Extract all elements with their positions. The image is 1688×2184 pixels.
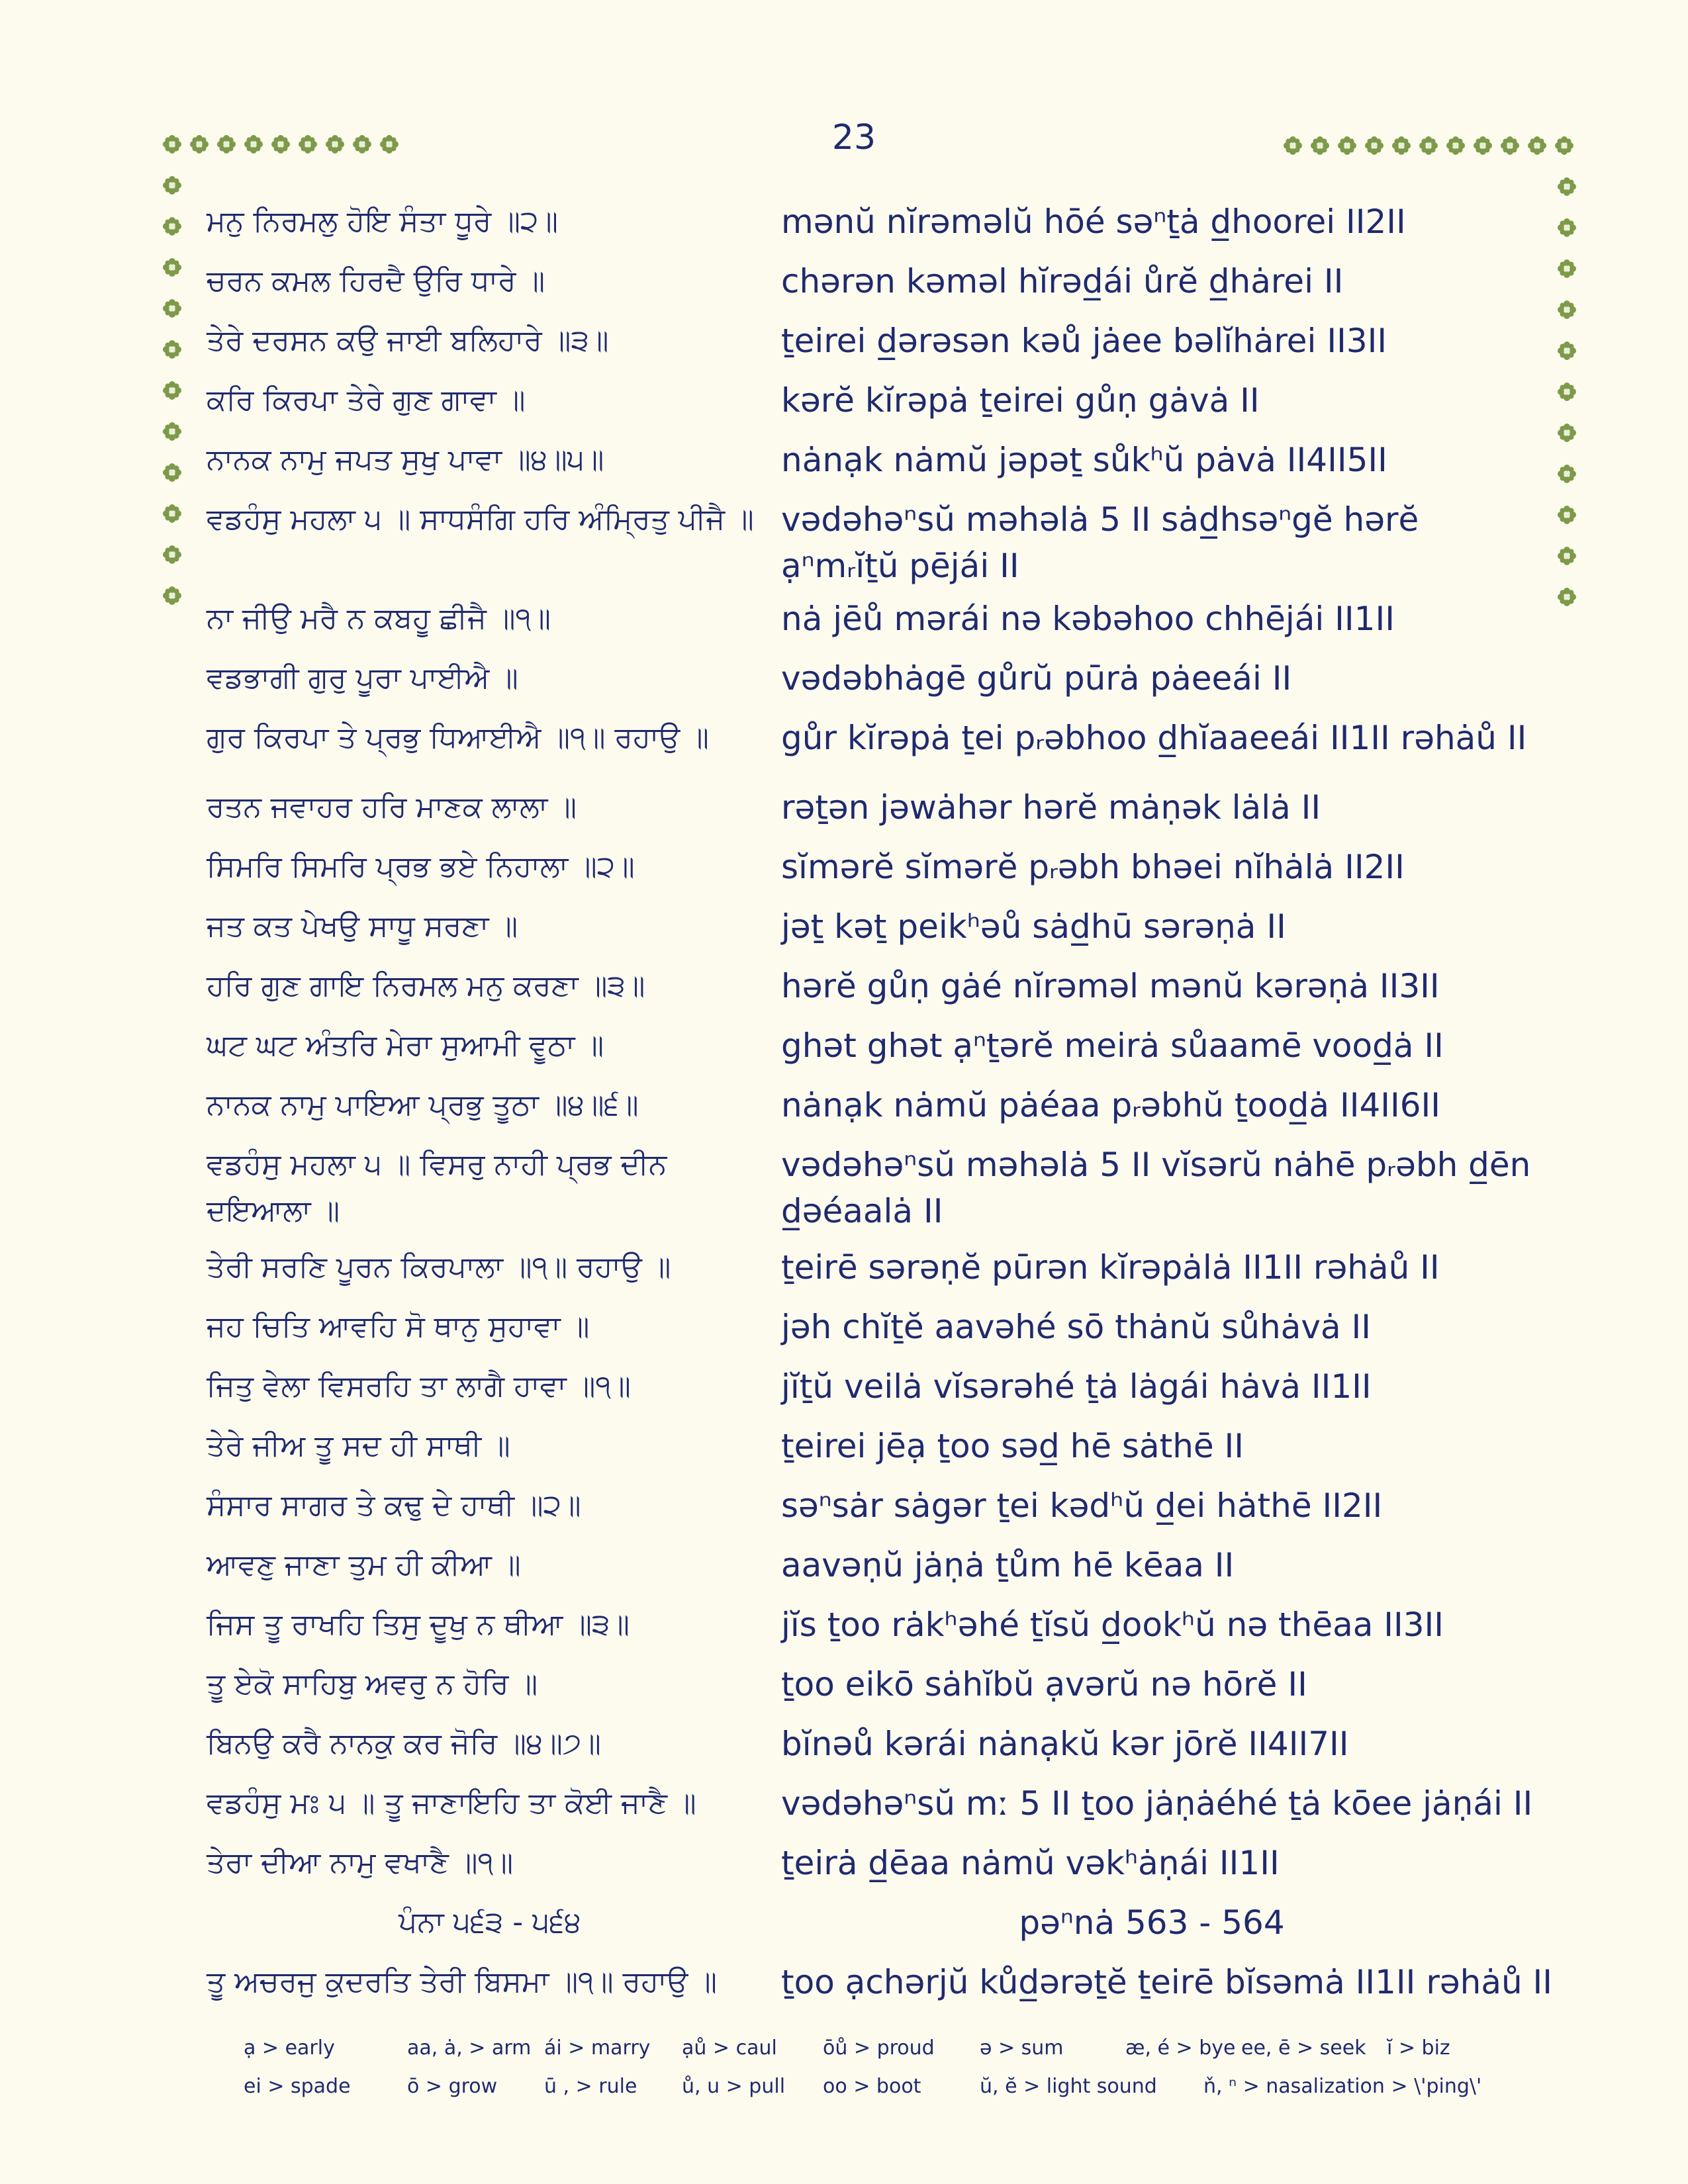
transliteration-text: jəṯ kəṯ peikʰəů sȧd̲hū sərəṇȧ II [781,907,1286,946]
gurmukhi-text: ਤੇਰੀ ਸਰਣਿ ਪੂਰਨ ਕਿਰਪਾਲਾ ॥੧॥ ਰਹਾਉ ॥ [207,1250,671,1284]
flower-ornament-icon [1557,300,1577,320]
flower-ornament-icon [325,134,345,154]
gurmukhi-text: ਵਡਹੰਸੁ ਮਃ ੫ ॥ ਤੂ ਜਾਣਾਇਹਿ ਤਾ ਕੋਈ ਜਾਣੈ ॥ [207,1786,696,1820]
legend-item: æ, é > bye [1125,2036,1236,2060]
gurmukhi-text: ਮਨੁ ਨਿਰਮਲੁ ਹੋਇ ਸੰਤਾ ਧੂਰੇ ॥੨॥ [207,205,559,238]
transliteration-text: nȧnạk nȧmŭ jəpəṯ sůkʰŭ pȧvȧ II4II5II [781,441,1387,479]
gurmukhi-text: ਜਹ ਚਿਤਿ ਆਵਹਿ ਸੋ ਥਾਨੁ ਸੁਹਾਵਾ ॥ [207,1310,590,1343]
flower-ornament-icon [1557,464,1577,484]
flower-ornament-icon [162,422,182,441]
legend-item: ŭ, ĕ > light sound [980,2075,1157,2098]
flower-ornament-icon [1419,136,1438,156]
gurmukhi-text: ਬਿਨਉ ਕਰੈ ਨਾਨਕੁ ਕਰ ਜੋਰਿ ॥੪॥੭॥ [207,1727,601,1760]
flower-ornament-icon [1554,136,1574,156]
legend-item: ə > sum [980,2036,1064,2060]
transliteration-text: ṯeirei jēạ ṯoo səd̲ hē sȧthē II [781,1427,1244,1465]
transliteration-text: aavəṇŭ jȧṇȧ ṯům hē kēaa II [781,1546,1235,1584]
gurmukhi-text: ਜਤ ਕਤ ਪੇਖਉ ਸਾਧੂ ਸਰਣਾ ॥ [207,909,518,943]
flower-ornament-icon [162,340,182,359]
flower-ornament-icon [1557,546,1577,566]
transliteration-text: nȧnạk nȧmŭ pȧéaa pᵣəbhŭ ṯood̲ȧ II4II6II [781,1086,1441,1124]
flower-ornament-icon [162,463,182,482]
flower-ornament-icon [379,134,399,154]
legend-item: ů, u > pull [682,2075,786,2098]
flower-ornament-icon [162,545,182,565]
gurmukhi-text: ਆਵਣੁ ਜਾਣਾ ਤੁਮ ਹੀ ਕੀਆ ॥ [207,1548,521,1582]
flower-ornament-icon [1337,136,1357,156]
transliteration-text: vədəhəⁿsŭ məhəlȧ 5 II vĭsərŭ nȧhē pᵣəbh d̲ēn d̲əéaalȧ II [781,1146,1531,1230]
transliteration-text: ṯoo eikō sȧhĭbŭ ạvərŭ nə hōrĕ II [781,1665,1307,1704]
flower-ornament-icon [1310,136,1330,156]
flower-ornament-icon [298,134,318,154]
gurmukhi-text: ਤੂ ਅਚਰਜੁ ਕੁਦਰਤਿ ਤੇਰੀ ਬਿਸਮਾ ॥੧॥ ਰਹਾਉ ॥ [207,1965,718,1999]
gurmukhi-text: ਤੇਰਾ ਦੀਆ ਨਾਮੁ ਵਖਾਣੈ ॥੧॥ [207,1846,514,1880]
gurmukhi-text: ਸੰਸਾਰ ਸਾਗਰ ਤੇ ਕਢੁ ਦੇ ਹਾਥੀ ॥੨॥ [207,1488,581,1522]
transliteration-text: ṯeirē sərəṇĕ pūrən kĭrəpȧlȧ II1II rəhȧů II [781,1248,1440,1287]
transliteration-text: hərĕ gůṇ gȧé nĭrəməl mənŭ kərəṇȧ II3II [781,967,1440,1005]
transliteration-text: ṯoo ạchərjŭ kůd̲ərəṯĕ ṯeirē bĭsəmȧ II1II rəhȧů II [781,1963,1553,2001]
legend-item: ạ > early [244,2036,335,2060]
gurmukhi-text: ਜਿਸ ਤੂ ਰਾਖਹਿ ਤਿਸੁ ਦੂਖੁ ਨ ਥੀਆ ॥੩॥ [207,1608,630,1641]
flower-ornament-icon [1527,136,1547,156]
flower-ornament-icon [162,504,182,523]
flower-ornament-icon [189,134,209,154]
flower-ornament-icon [1283,136,1303,156]
legend-item: ōů > proud [823,2036,935,2060]
legend-item: ĭ > biz [1387,2036,1450,2060]
gurmukhi-text: ਵਡਹੰਸੁ ਮਹਲਾ ੫ ॥ ਵਿਸਰੁ ਨਾਹੀ ਪ੍ਰਭ ਦੀਨ ਦਇਆਲਾ ॥ [207,1148,667,1228]
gurmukhi-text: ਨਾ ਜੀਉ ਮਰੈ ਨ ਕਬਹੂ ਛੀਜੈ ॥੧॥ [207,602,551,635]
flower-ornament-icon [244,134,263,154]
gurmukhi-text: ਕਰਿ ਕਿਰਪਾ ਤੇਰੇ ਗੁਣ ਗਾਵਾ ॥ [207,383,526,417]
flower-ornament-icon [1364,136,1384,156]
transliteration-text: vədəhəⁿsŭ mː 5 II ṯoo jȧṇȧéhé ṯȧ kōee jȧṇái II [781,1784,1533,1823]
gurmukhi-text: ਤੂ ਏਕੋ ਸਾਹਿਬੁ ਅਵਰੁ ਨ ਹੋਰਿ ॥ [207,1667,538,1701]
gurmukhi-text: ਚਰਨ ਕਮਲ ਹਿਰਦੈ ਉਰਿ ਧਾਰੇ ॥ [207,264,545,298]
flower-ornament-icon [352,134,372,154]
legend-item: oo > boot [823,2075,921,2098]
flower-ornament-icon [1446,136,1466,156]
gurmukhi-text: ਤੇਰੇ ਜੀਅ ਤੂ ਸਦ ਹੀ ਸਾਥੀ ॥ [207,1429,510,1463]
transliteration-text: jəh chĭṯĕ aavəhé sō thȧnŭ sůhȧvȧ II [781,1308,1371,1346]
flower-ornament-icon [1557,505,1577,525]
flower-ornament-icon [1500,136,1520,156]
transliteration-text: vədəhəⁿsŭ məhəlȧ 5 II sȧd̲hsəⁿgĕ hərĕ ạⁿmᵣĭṯŭ pējái II [781,500,1419,585]
gurmukhi-text: ਗੁਰ ਕਿਰਪਾ ਤੇ ਪ੍ਰਭੁ ਧਿਆਈਐ ॥੧॥ ਰਹਾਉ ॥ [207,721,709,754]
gurmukhi-text: ਨਾਨਕ ਨਾਮੁ ਪਾਇਆ ਪ੍ਰਭੁ ਤੂਠਾ ॥੪॥੬॥ [207,1088,639,1122]
transliteration-text: nȧ jēů mərái nə kəbəhoo chhējái II1II [781,600,1395,638]
transliteration-text: ghət ghət ạⁿṯərĕ meirȧ sůaamē vood̲ȧ II [781,1026,1444,1065]
flower-ornament-icon [1473,136,1493,156]
gurmukhi-text: ਜਿਤੁ ਵੇਲਾ ਵਿਸਰਹਿ ਤਾ ਲਾਗੈ ਹਾਵਾ ॥੧॥ [207,1369,631,1403]
flower-ornament-icon [271,134,291,154]
flower-ornament-icon [216,134,236,154]
transliteration-text: jĭs ṯoo rȧkʰəhé ṯĭsŭ d̲ookʰŭ nə thēaa II3II [781,1606,1444,1644]
transliteration-text: gůr kĭrəpȧ ṯei pᵣəbhoo d̲hĭaaeeái II1II rəhȧů II [781,719,1527,757]
flower-ornament-icon [1557,382,1577,402]
transliteration-text: mənŭ nĭrəməlŭ hōé səⁿṯȧ d̲hoorei II2II [781,203,1406,241]
legend-item: ạů > caul [682,2036,777,2060]
flower-ornament-icon [1557,218,1577,238]
flower-ornament-icon [1557,423,1577,443]
gurmukhi-text: ਹਰਿ ਗੁਣ ਗਾਇ ਨਿਰਮਲ ਮਨੁ ਕਰਣਾ ॥੩॥ [207,969,645,1003]
transliteration-text: ṯeirei d̲ərəsən kəů jȧee bəlĭhȧrei II3II [781,322,1387,360]
panna-transliteration: pəⁿnȧ 563 - 564 [1019,1903,1285,1942]
transliteration-text: bĭnəů kərái nȧnạkŭ kər jōrĕ II4II7II [781,1725,1349,1763]
gurmukhi-text: ਤੇਰੇ ਦਰਸਨ ਕਉ ਜਾਈ ਬਲਿਹਾਰੇ ॥੩॥ [207,324,609,357]
gurmukhi-text: ਸਿਮਰਿ ਸਿਮਰਿ ਪ੍ਰਭ ਭਏ ਨਿਹਾਲਾ ॥੨॥ [207,850,635,884]
flower-ornament-icon [162,134,182,154]
gurmukhi-text: ਨਾਨਕ ਨਾਮੁ ਜਪਤ ਸੁਖੁ ਪਾਵਾ ॥੪॥੫॥ [207,443,604,477]
transliteration-text: jĭṯŭ veilȧ vĭsərəhé ṯȧ lȧgái hȧvȧ II1II [781,1367,1372,1406]
transliteration-text: səⁿsȧr sȧgər ṯei kədʰŭ d̲ei hȧthē II2II [781,1486,1383,1525]
flower-ornament-icon [162,175,182,195]
flower-ornament-icon [1557,587,1577,607]
flower-ornament-icon [162,586,182,606]
legend-item: ň, ⁿ > nasalization > \'ping\' [1203,2075,1482,2098]
legend-item: ei > spade [244,2075,351,2098]
page-number: 23 [831,118,876,158]
gurmukhi-text: ਰਤਨ ਜਵਾਹਰ ਹਰਿ ਮਾਣਕ ਲਾਲਾ ॥ [207,790,577,824]
gurmukhi-text: ਘਟ ਘਟ ਅੰਤਰਿ ਮੇਰਾ ਸੁਆਮੀ ਵੂਠਾ ॥ [207,1028,604,1062]
flower-ornament-icon [162,298,182,318]
transliteration-text: vədəbhȧgē gůrŭ pūrȧ pȧeeái II [781,659,1292,698]
legend-item: aa, ȧ, > arm [407,2036,532,2060]
transliteration-text: rəṯən jəwȧhər hərĕ mȧṇək lȧlȧ II [781,788,1321,827]
legend-item: ū , > rule [544,2075,637,2098]
transliteration-text: chərən kəməl hĭrəd̲ái ůrĕ d̲hȧrei II [781,262,1344,300]
legend-item: ái > marry [544,2036,651,2060]
transliteration-text: sĭmərĕ sĭmərĕ pᵣəbh bhəei nĭhȧlȧ II2II [781,848,1405,886]
flower-ornament-icon [1391,136,1411,156]
flower-ornament-icon [162,381,182,400]
flower-ornament-icon [162,257,182,277]
transliteration-text: kərĕ kĭrəpȧ ṯeirei gůṇ gȧvȧ II [781,381,1260,420]
gurmukhi-text: ਵਡਭਾਗੀ ਗੁਰੁ ਪੂਰਾ ਪਾਈਐ ॥ [207,661,518,695]
gurmukhi-text: ਵਡਹੰਸੁ ਮਹਲਾ ੫ ॥ ਸਾਧਸੰਗਿ ਹਰਿ ਅੰਮ੍ਰਿਤੁ ਪੀਜੈ ॥ [207,502,754,536]
transliteration-text: ṯeirȧ d̲ēaa nȧmŭ vəkʰȧṇái II1II [781,1844,1280,1882]
legend-item: ō > grow [407,2075,498,2098]
flower-ornament-icon [1557,341,1577,361]
legend-item: ee, ē > seek [1241,2036,1366,2060]
panna-gurmukhi: ਪੰਨਾ ੫੬੩ - ੫੬੪ [399,1905,581,1939]
flower-ornament-icon [1557,177,1577,197]
flower-ornament-icon [1557,259,1577,279]
flower-ornament-icon [162,216,182,236]
